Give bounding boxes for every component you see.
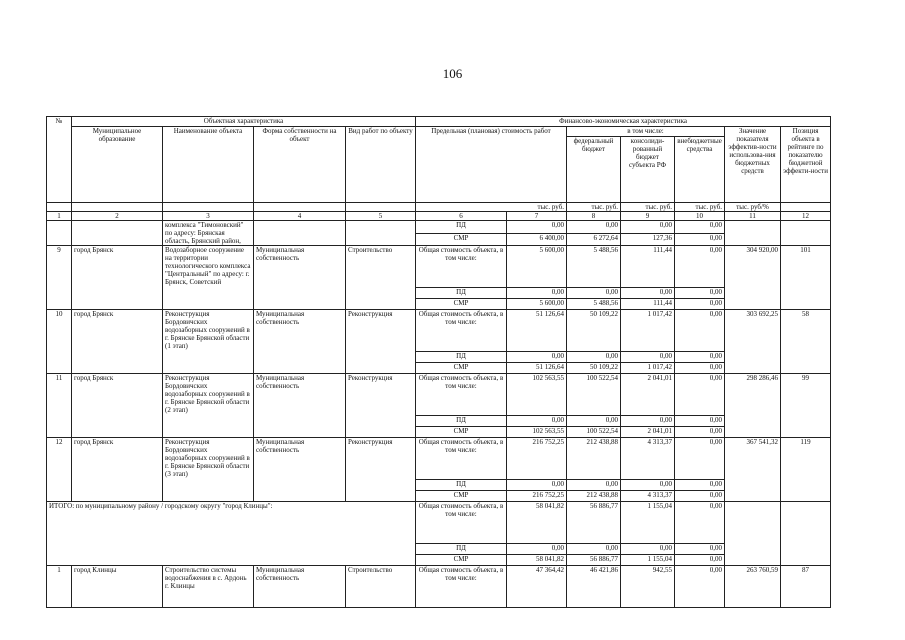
table-row: [47, 438, 831, 480]
municipality-cell: [72, 221, 163, 246]
value-cell: 47 364,42: [507, 566, 567, 608]
object-name-cell: Строительство системы водоснабжения в с. Ардонь г. Клинцы: [163, 566, 254, 608]
column-number-row: [47, 212, 831, 221]
value-cell: 0,00: [621, 416, 675, 427]
value-cell: 216 752,25: [507, 438, 567, 480]
label-pd: ПД: [416, 416, 507, 427]
label-smr: СМР: [416, 233, 507, 246]
value-cell: 1 155,04: [621, 502, 675, 544]
value-cell: 0,00: [621, 544, 675, 555]
label-smr: СМР: [416, 491, 507, 502]
value-cell: 1 017,42: [621, 363, 675, 374]
value-cell: 102 563,55: [507, 374, 567, 416]
value-cell: 100 522,54: [567, 427, 621, 438]
value-cell: 56 886,77: [567, 502, 621, 544]
value-cell: 0,00: [675, 288, 725, 299]
label-smr: СМР: [416, 555, 507, 566]
efficiency-cell: 263 760,59: [725, 566, 781, 608]
value-cell: 216 752,25: [507, 491, 567, 502]
ownership-cell: Муниципальная собственность: [254, 438, 346, 502]
value-cell: 0,00: [675, 566, 725, 608]
value-cell: 2 041,01: [621, 427, 675, 438]
value-cell: 0,00: [507, 352, 567, 363]
value-cell: 56 886,77: [567, 555, 621, 566]
ownership-cell: [254, 221, 346, 246]
table-row: [47, 566, 831, 608]
value-cell: 0,00: [675, 491, 725, 502]
value-cell: 0,00: [675, 416, 725, 427]
rating-cell: 58: [781, 310, 831, 374]
col-num: 6: [416, 212, 507, 221]
ownership-cell: Муниципальная собственность: [254, 246, 346, 310]
value-cell: 0,00: [675, 352, 725, 363]
efficiency-cell: [725, 502, 781, 566]
label-total: Общая стоимость объекта, в том числе:: [416, 502, 507, 544]
unit-efficiency: тыс. руб/%: [725, 203, 781, 212]
value-cell: 127,36: [621, 233, 675, 246]
value-cell: 0,00: [507, 480, 567, 491]
object-name-cell: Реконструкция Бордовичских водозаборных сооружений в г. Брянске Брянской области (1 этап): [163, 310, 254, 374]
value-cell: 0,00: [507, 221, 567, 234]
work-type-cell: Реконструкция: [346, 438, 416, 502]
unit-extrabudget: тыс. руб.: [675, 203, 725, 212]
header-work-type: Вид работ по объекту: [346, 127, 416, 203]
no-cell: 10: [47, 310, 72, 374]
label-pd: ПД: [416, 544, 507, 555]
value-cell: 46 421,86: [567, 566, 621, 608]
label-smr: СМР: [416, 363, 507, 374]
value-cell: 6 272,64: [567, 233, 621, 246]
value-cell: 0,00: [675, 438, 725, 480]
table-row: [47, 246, 831, 288]
work-type-cell: Строительство: [346, 566, 416, 608]
col-num: 12: [781, 212, 831, 221]
value-cell: 1 155,04: [621, 555, 675, 566]
value-cell: 58 041,82: [507, 555, 567, 566]
header-no: №: [47, 117, 72, 203]
municipality-cell: город Брянск: [72, 438, 163, 502]
value-cell: 5 488,56: [567, 246, 621, 288]
ownership-cell: Муниципальная собственность: [254, 310, 346, 374]
object-name-cell: Реконструкция Бордовичских водозаборных сооружений в г. Брянске Брянской области (3 этап): [163, 438, 254, 502]
rating-cell: 101: [781, 246, 831, 310]
label-pd: ПД: [416, 480, 507, 491]
value-cell: 5 600,00: [507, 299, 567, 310]
unit-federal: тыс. руб.: [567, 203, 621, 212]
work-type-cell: Реконструкция: [346, 374, 416, 438]
table-row: [47, 221, 831, 234]
header-extrabudget: внебюджетные средства: [675, 137, 725, 203]
value-cell: 5 600,00: [507, 246, 567, 288]
value-cell: 1 017,42: [621, 310, 675, 352]
efficiency-cell: [725, 221, 781, 246]
header-consolidated: консолиди-рованный бюджет субъекта РФ: [621, 137, 675, 203]
col-num: 10: [675, 212, 725, 221]
col-num: 2: [72, 212, 163, 221]
header-object-char: Объектная характеристика: [72, 117, 416, 127]
value-cell: 0,00: [567, 221, 621, 234]
value-cell: 0,00: [675, 363, 725, 374]
no-cell: [47, 221, 72, 246]
value-cell: 0,00: [675, 246, 725, 288]
efficiency-cell: 304 920,00: [725, 246, 781, 310]
label-pd: ПД: [416, 352, 507, 363]
no-cell: 11: [47, 374, 72, 438]
value-cell: 0,00: [675, 480, 725, 491]
label-total: Общая стоимость объекта, в том числе:: [416, 246, 507, 288]
col-num: 3: [163, 212, 254, 221]
value-cell: 102 563,55: [507, 427, 567, 438]
header-fin-char: Финансово-экономическая характеристика: [416, 117, 831, 127]
municipality-cell: город Брянск: [72, 246, 163, 310]
header-rating: Позиция объекта в рейтинге по показателю бюджетной эффекти-ности: [781, 127, 831, 203]
municipality-cell: город Брянск: [72, 374, 163, 438]
efficiency-cell: 298 286,46: [725, 374, 781, 438]
value-cell: 50 109,22: [567, 310, 621, 352]
value-cell: 0,00: [675, 374, 725, 416]
value-cell: 212 438,88: [567, 438, 621, 480]
label-total: Общая стоимость объекта, в том числе:: [416, 310, 507, 352]
col-num: 9: [621, 212, 675, 221]
value-cell: 0,00: [675, 310, 725, 352]
rating-cell: [781, 221, 831, 246]
value-cell: 0,00: [507, 416, 567, 427]
label-total: Общая стоимость объекта, в том числе:: [416, 374, 507, 416]
work-type-cell: Реконструкция: [346, 310, 416, 374]
no-cell: 1: [47, 566, 72, 608]
value-cell: 0,00: [675, 233, 725, 246]
header-efficiency: Значение показателя эффектив-ности использова-ния бюджетных средств: [725, 127, 781, 203]
value-cell: 0,00: [567, 480, 621, 491]
label-total: Общая стоимость объекта, в том числе:: [416, 566, 507, 608]
value-cell: 50 109,22: [567, 363, 621, 374]
value-cell: 0,00: [621, 352, 675, 363]
efficiency-cell: 367 541,32: [725, 438, 781, 502]
itogo-label: ИТОГО: по муниципальному району / городскому округу "город Клинцы":: [47, 502, 416, 566]
efficiency-cell: 303 692,25: [725, 310, 781, 374]
value-cell: 0,00: [621, 480, 675, 491]
label-smr: СМР: [416, 427, 507, 438]
value-cell: 0,00: [567, 544, 621, 555]
value-cell: 4 313,37: [621, 438, 675, 480]
value-cell: 111,44: [621, 299, 675, 310]
budget-table-container: [46, 116, 828, 640]
label-smr: СМР: [416, 299, 507, 310]
label-pd: ПД: [416, 221, 507, 234]
value-cell: 0,00: [675, 502, 725, 544]
rating-cell: 87: [781, 566, 831, 608]
value-cell: 5 488,56: [567, 299, 621, 310]
value-cell: 0,00: [567, 416, 621, 427]
header-federal: федеральный бюджет: [567, 137, 621, 203]
value-cell: 0,00: [621, 221, 675, 234]
value-cell: 51 126,64: [507, 363, 567, 374]
no-cell: 12: [47, 438, 72, 502]
table-row: [47, 310, 831, 352]
object-name-cell: комплекса "Тимоновский" по адресу: Брянская область, Брянский район,: [163, 221, 254, 246]
municipality-cell: город Клинцы: [72, 566, 163, 608]
rating-cell: 119: [781, 438, 831, 502]
value-cell: 58 041,82: [507, 502, 567, 544]
header-max-cost: Предельная (плановая) стоимость работ: [416, 127, 567, 203]
value-cell: 0,00: [567, 288, 621, 299]
header-ownership: Форма собственности на объект: [254, 127, 346, 203]
col-num: 4: [254, 212, 346, 221]
rating-cell: [781, 502, 831, 566]
col-num: 8: [567, 212, 621, 221]
header-object-name: Наименование объекта: [163, 127, 254, 203]
work-type-cell: [346, 221, 416, 246]
object-name-cell: Водозаборное сооружение на территории технологического комплекса "Центральный" по адресу: г. Брянск, Советский: [163, 246, 254, 310]
unit-consolidated: тыс. руб.: [621, 203, 675, 212]
label-total: Общая стоимость объекта, в том числе:: [416, 438, 507, 480]
object-name-cell: Реконструкция Бордовичских водозаборных сооружений в г. Брянске Брянской области (2 этап): [163, 374, 254, 438]
value-cell: 0,00: [675, 544, 725, 555]
rating-cell: 99: [781, 374, 831, 438]
value-cell: 6 400,00: [507, 233, 567, 246]
value-cell: 0,00: [507, 544, 567, 555]
value-cell: 942,55: [621, 566, 675, 608]
value-cell: 2 041,01: [621, 374, 675, 416]
value-cell: 4 313,37: [621, 491, 675, 502]
col-num: 1: [47, 212, 72, 221]
table-row: [47, 374, 831, 416]
col-num: 11: [725, 212, 781, 221]
value-cell: 51 126,64: [507, 310, 567, 352]
page-number: 106: [442, 66, 463, 81]
work-type-cell: Строительство: [346, 246, 416, 310]
unit-cost: тыс. руб.: [416, 203, 567, 212]
table-row: [47, 502, 831, 544]
ownership-cell: Муниципальная собственность: [254, 374, 346, 438]
value-cell: 0,00: [507, 288, 567, 299]
header-municipality: Муниципальное образование: [72, 127, 163, 203]
value-cell: 0,00: [567, 352, 621, 363]
value-cell: 0,00: [621, 288, 675, 299]
no-cell: 9: [47, 246, 72, 310]
municipality-cell: город Брянск: [72, 310, 163, 374]
header-including: в том числе:: [567, 127, 725, 137]
value-cell: 0,00: [675, 427, 725, 438]
value-cell: 111,44: [621, 246, 675, 288]
value-cell: 0,00: [675, 299, 725, 310]
value-cell: 100 522,54: [567, 374, 621, 416]
col-num: 7: [507, 212, 567, 221]
ownership-cell: Муниципальная собственность: [254, 566, 346, 608]
value-cell: 0,00: [675, 221, 725, 234]
value-cell: 0,00: [675, 555, 725, 566]
col-num: 5: [346, 212, 416, 221]
budget-table: [46, 116, 831, 608]
label-pd: ПД: [416, 288, 507, 299]
value-cell: 212 438,88: [567, 491, 621, 502]
